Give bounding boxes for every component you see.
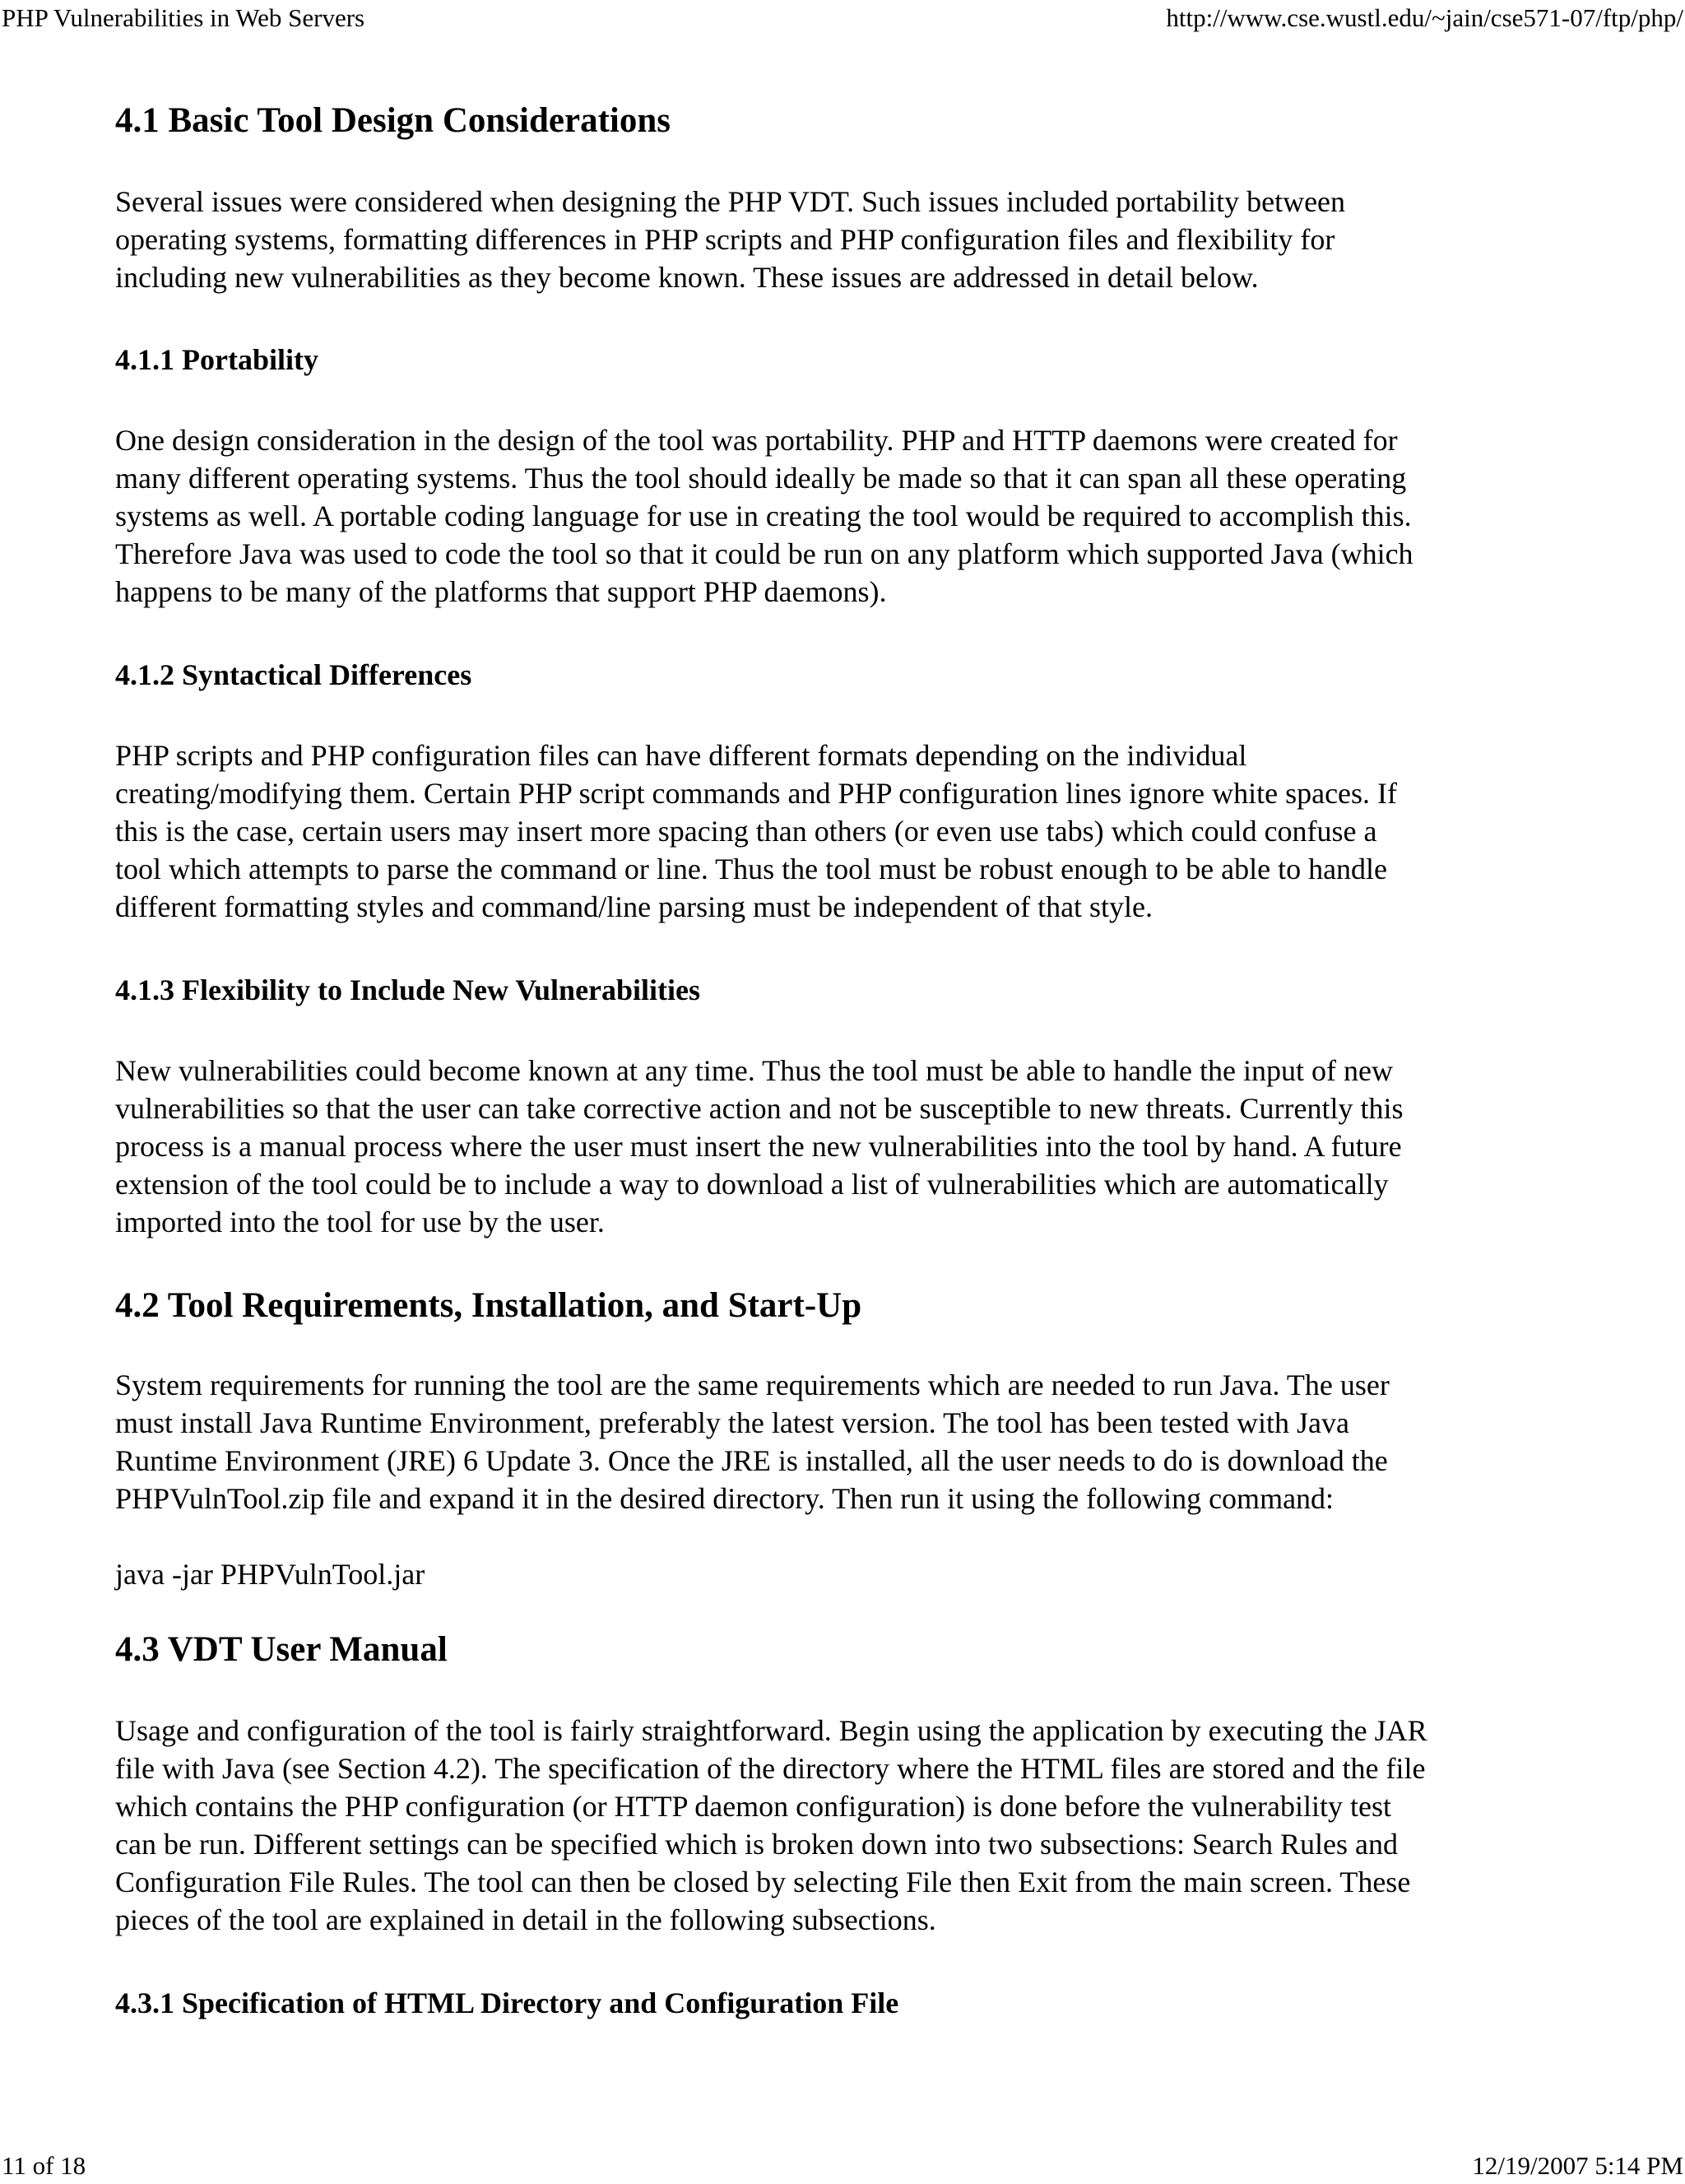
subsection-heading-4-3-1: 4.3.1 Specification of HTML Directory and Configuration File [115, 1987, 899, 2019]
text-line: this is the case, certain users may insert more spacing than others (or even use tabs) which could confuse a [115, 815, 1377, 848]
text-line: file with Java (see Section 4.2). The specification of the directory where the HTML files are stored and the file [115, 1752, 1426, 1785]
text-line: Usage and configuration of the tool is fairly straightforward. Begin using the application by executing the JAR [115, 1714, 1427, 1747]
page-number: 11 of 18 [2, 2151, 86, 2180]
text-line: imported into the tool for use by the user. [115, 1206, 605, 1238]
text-line: New vulnerabilities could become known at any time. Thus the tool must be able to handle the input of new [115, 1054, 1393, 1087]
text-line: System requirements for running the tool are the same requirements which are needed to run Java. The user [115, 1368, 1390, 1401]
text-line: happens to be many of the platforms that support PHP daemons). [115, 575, 887, 608]
section-4-1-3-paragraph [115, 1052, 1580, 1241]
text-line: tool which attempts to parse the command or line. Thus the tool must be robust enough to be able to handle [115, 853, 1388, 885]
section-4-1-2-paragraph [115, 737, 1580, 926]
print-timestamp: 12/19/2007 5:14 PM [1472, 2151, 1683, 2180]
document-title: PHP Vulnerabilities in Web Servers [2, 3, 365, 32]
source-url: http://www.cse.wustl.edu/~jain/cse571-07/ftp/php/ [1166, 3, 1683, 32]
text-line: Configuration File Rules. The tool can then be closed by selecting File then Exit from the main screen. These [115, 1866, 1411, 1898]
print-header [0, 0, 1685, 36]
text-line: PHP scripts and PHP configuration files can have different formats depending on the individual [115, 739, 1247, 772]
section-4-1-paragraph [115, 183, 1580, 296]
text-line: can be run. Different settings can be specified which is broken down into two subsections: Search Rules and [115, 1828, 1398, 1861]
text-line: process is a manual process where the user must insert the new vulnerabilities into the tool by hand. A future [115, 1130, 1402, 1163]
text-line: One design consideration in the design of the tool was portability. PHP and HTTP daemons were created for [115, 424, 1398, 457]
text-line: many different operating systems. Thus the tool should ideally be made so that it can span all these operating [115, 462, 1407, 495]
subsection-heading-4-1-3: 4.1.3 Flexibility to Include New Vulnerabilities [115, 974, 701, 1006]
text-line: PHPVulnTool.zip file and expand it in the desired directory. Then run it using the following command: [115, 1482, 1335, 1515]
subsection-heading-4-1-2: 4.1.2 Syntactical Differences [115, 658, 472, 691]
text-line: Several issues were considered when designing the PHP VDT. Such issues included portability between [115, 185, 1346, 218]
text-line: Runtime Environment (JRE) 6 Update 3. Once the JRE is installed, all the user needs to do is download the [115, 1444, 1388, 1477]
text-line: different formatting styles and command/line parsing must be independent of that style. [115, 890, 1154, 923]
run-command: java -jar PHPVulnTool.jar [115, 1558, 425, 1591]
section-4-2-paragraph [115, 1366, 1580, 1517]
section-heading-4-1: 4.1 Basic Tool Design Considerations [115, 101, 671, 140]
text-line: which contains the PHP configuration (or HTTP daemon configuration) is done before the vulnerability test [115, 1790, 1391, 1823]
text-line: extension of the tool could be to include a way to download a list of vulnerabilities which are automatically [115, 1168, 1389, 1201]
section-heading-4-2: 4.2 Tool Requirements, Installation, and Start-Up [115, 1286, 862, 1325]
text-line: pieces of the tool are explained in detail in the following subsections. [115, 1903, 936, 1936]
text-line: must install Java Runtime Environment, preferably the latest version. The tool has been tested with Java [115, 1406, 1349, 1439]
text-line: Therefore Java was used to code the tool so that it could be run on any platform which supported Java (which [115, 537, 1413, 570]
text-line: systems as well. A portable coding language for use in creating the tool would be required to accomplish this. [115, 500, 1412, 532]
section-4-3-paragraph [115, 1712, 1580, 1939]
text-line: operating systems, formatting differences in PHP scripts and PHP configuration files and flexibility for [115, 223, 1335, 256]
section-heading-4-3: 4.3 VDT User Manual [115, 1630, 448, 1669]
section-4-1-1-paragraph [115, 421, 1580, 611]
print-footer [0, 2148, 1685, 2184]
text-line: creating/modifying them. Certain PHP script commands and PHP configuration lines ignore white spaces. If [115, 777, 1398, 810]
text-line: including new vulnerabilities as they become known. These issues are addressed in detail below. [115, 261, 1259, 294]
text-line: vulnerabilities so that the user can take corrective action and not be susceptible to new threats. Currently this [115, 1092, 1404, 1125]
subsection-heading-4-1-1: 4.1.1 Portability [115, 343, 318, 376]
